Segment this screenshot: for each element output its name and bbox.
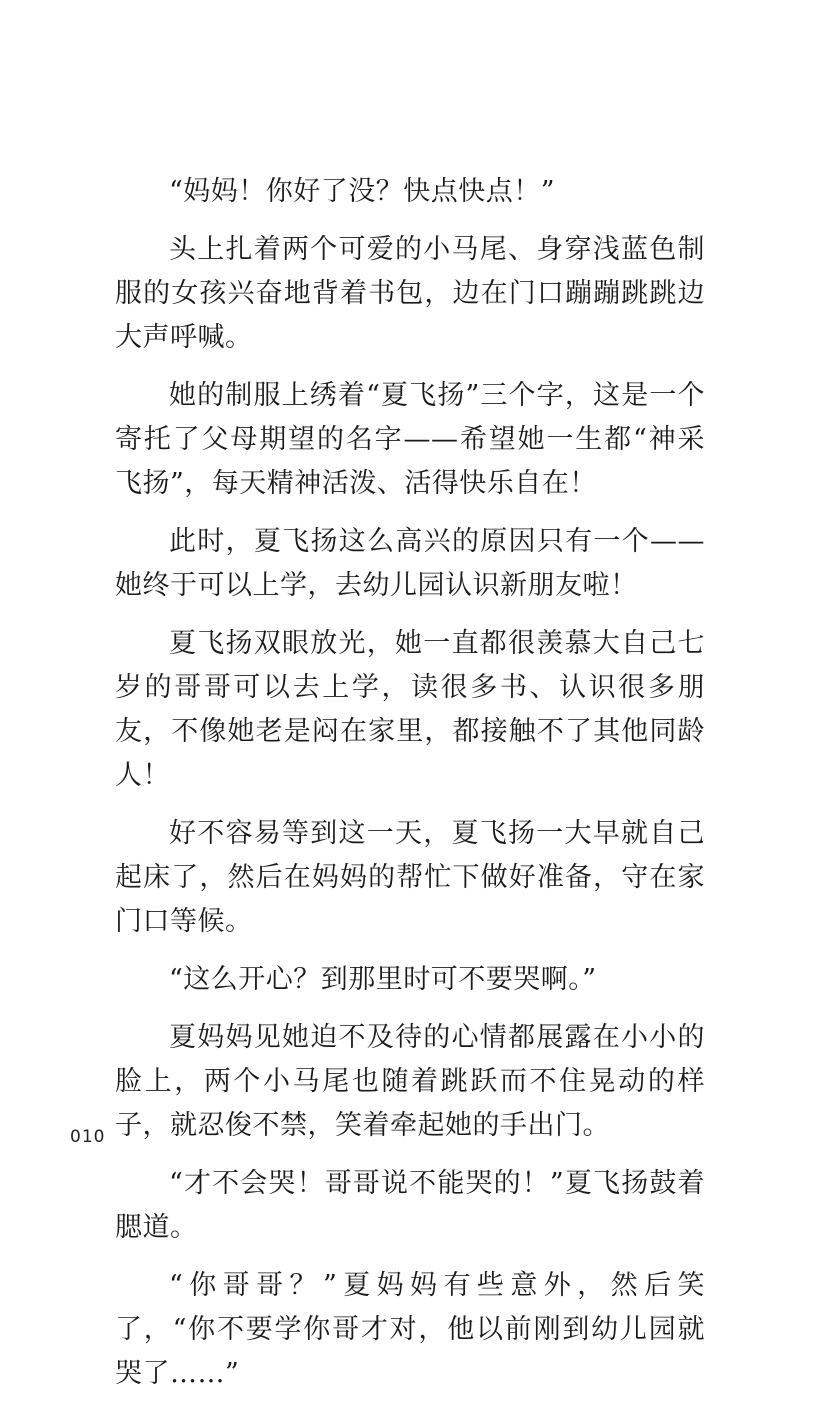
paragraph: “妈妈！你好了没？快点快点！” — [169, 176, 556, 207]
paragraph: 夏飞扬双眼放光，她一直都很羡慕大自己七岁的哥哥可以去上学，读很多书、认识很多朋友，不像她老是闷在家里，都接触不了其他同龄人！ — [115, 628, 705, 791]
paragraph: 好不容易等到这一天，夏飞扬一大早就自己起床了，然后在妈妈的帮忙下做好准备，守在家门口等候。 — [115, 818, 705, 937]
paragraph: 此时，夏飞扬这么高兴的原因只有一个——她终于可以上学，去幼儿园认识新朋友啦！ — [115, 526, 705, 601]
paragraph: 头上扎着两个可爱的小马尾、身穿浅蓝色制服的女孩兴奋地背着书包，边在门口蹦蹦跳跳边大声呼喊。 — [115, 234, 705, 353]
paragraph: “这么开心？到那里时可不要哭啊。” — [169, 964, 597, 995]
paragraph: 她的制服上绣着“夏飞扬”三个字，这是一个寄托了父母期望的名字——希望她一生都“神采飞扬”，每天精神活泼、活得快乐自在！ — [115, 380, 705, 499]
paragraph: “才不会哭！哥哥说不能哭的！”夏飞扬鼓着腮道。 — [115, 1168, 705, 1243]
body-text — [115, 170, 705, 1410]
page-number: 010 — [70, 1127, 106, 1147]
paragraph: “你哥哥？”夏妈妈有些意外，然后笑了，“你不要学你哥才对，他以前刚到幼儿园就哭了……” — [115, 1270, 705, 1389]
paragraph: 夏妈妈见她迫不及待的心情都展露在小小的脸上，两个小马尾也随着跳跃而不住晃动的样子，就忍俊不禁，笑着牵起她的手出门。 — [115, 1022, 705, 1141]
